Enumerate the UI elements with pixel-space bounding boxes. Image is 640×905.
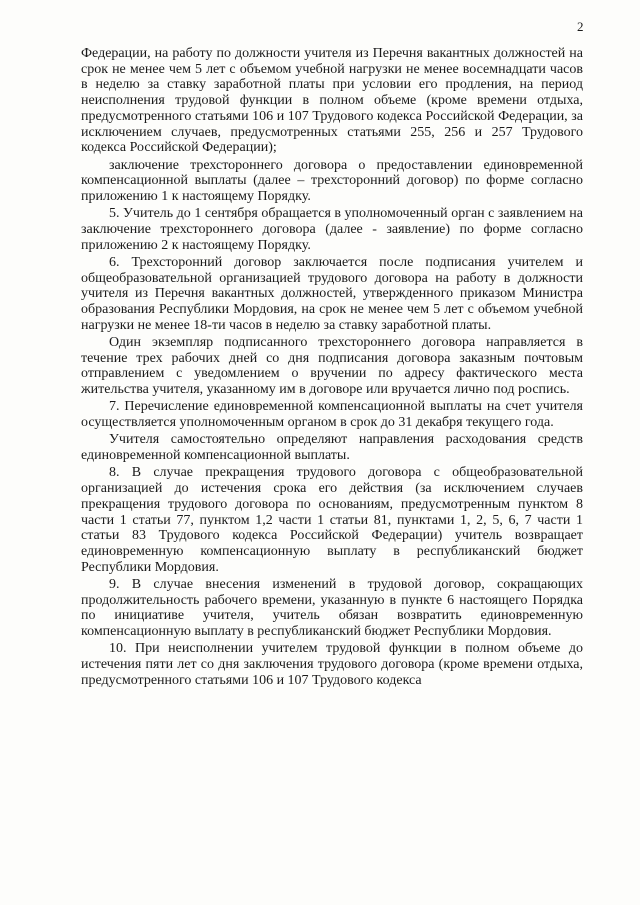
paragraph-item-9: 9. В случае внесения изменений в трудовой договор, сокращающих продолжительность рабочего времени, указанную в пункте 6 настоящего Порядка по инициативе учителя, учитель обязан возвратить единовременную компенсационную выплату в республиканский бюджет Республики Мордовия. [81, 576, 583, 640]
paragraph-continuation: Федерации, на работу по должности учителя из Перечня вакантных должностей на срок не менее чем 5 лет с объемом учебной нагрузки не менее восемнадцати часов в неделю за ставку заработной платы при условии его продления, на период неисполнения трудовой функции в полном объеме (кроме времени отдыха, предусмотренного статьями 106 и 107 Трудового кодекса Российской Федерации, за исключением случаев, предусмотренных статьями 255, 256 и 257 Трудового кодекса Российской Федерации); [81, 46, 583, 156]
paragraph-item-6: 6. Трехсторонний договор заключается после подписания учителем и общеобразовательной организацией трудового договора на работу в должности учителя из Перечня вакантных должностей, утвержденного приказом Министра образования Республики Мордовия, на срок не менее чем 5 лет с объемом учебной нагрузки не менее 18-ти часов в неделю за ставку заработной платы. [81, 254, 583, 333]
paragraph-tripartite-agreement: заключение трехстороннего договора о предоставлении единовременной компенсационной выплаты (далее – трехсторонний договор) по форме согласно приложению 1 к настоящему Порядку. [81, 157, 583, 204]
paragraph-item-5: 5. Учитель до 1 сентября обращается в уполномоченный орган с заявлением на заключение трехстороннего договора (далее - заявление) по форме согласно приложению 2 к настоящему Порядку. [81, 206, 583, 253]
paragraph-item-8: 8. В случае прекращения трудового договора с общеобразовательной организацией до истечения срока его действия (за исключением случаев прекращения трудового договора по основаниям, предусмотренным пунктом 8 части 1 статьи 77, пунктом 1,2 части 1 статьи 81, пунктами 1, 2, 5, 6, 7 части 1 статьи 83 Трудового кодекса Российской Федерации) учитель возвращает единовременную компенсационную выплату в республиканский бюджет Республики Мордовия. [81, 465, 583, 575]
paragraph-item-10: 10. При неисполнении учителем трудовой функции в полном объеме до истечения пяти лет со дня заключения трудового договора (кроме времени отдыха, предусмотренного статьями 106 и 107 Трудового кодекса [81, 641, 583, 688]
paragraph-item-7-spending: Учителя самостоятельно определяют направления расходования средств единовременной компенсационной выплаты. [81, 432, 583, 464]
document-body [81, 46, 583, 688]
paragraph-item-7: 7. Перечисление единовременной компенсационной выплаты на счет учителя осуществляется уполномоченным органом в срок до 31 декабря текущего года. [81, 399, 583, 431]
paragraph-item-6-copy: Один экземпляр подписанного трехстороннего договора направляется в течение трех рабочих дней со дня подписания договора заказным почтовым отправлением с уведомлением о вручении по адресу фактического места жительства учителя, указанному им в договоре или вручается лично под роспись. [81, 335, 583, 398]
page-number: 2 [577, 19, 584, 34]
